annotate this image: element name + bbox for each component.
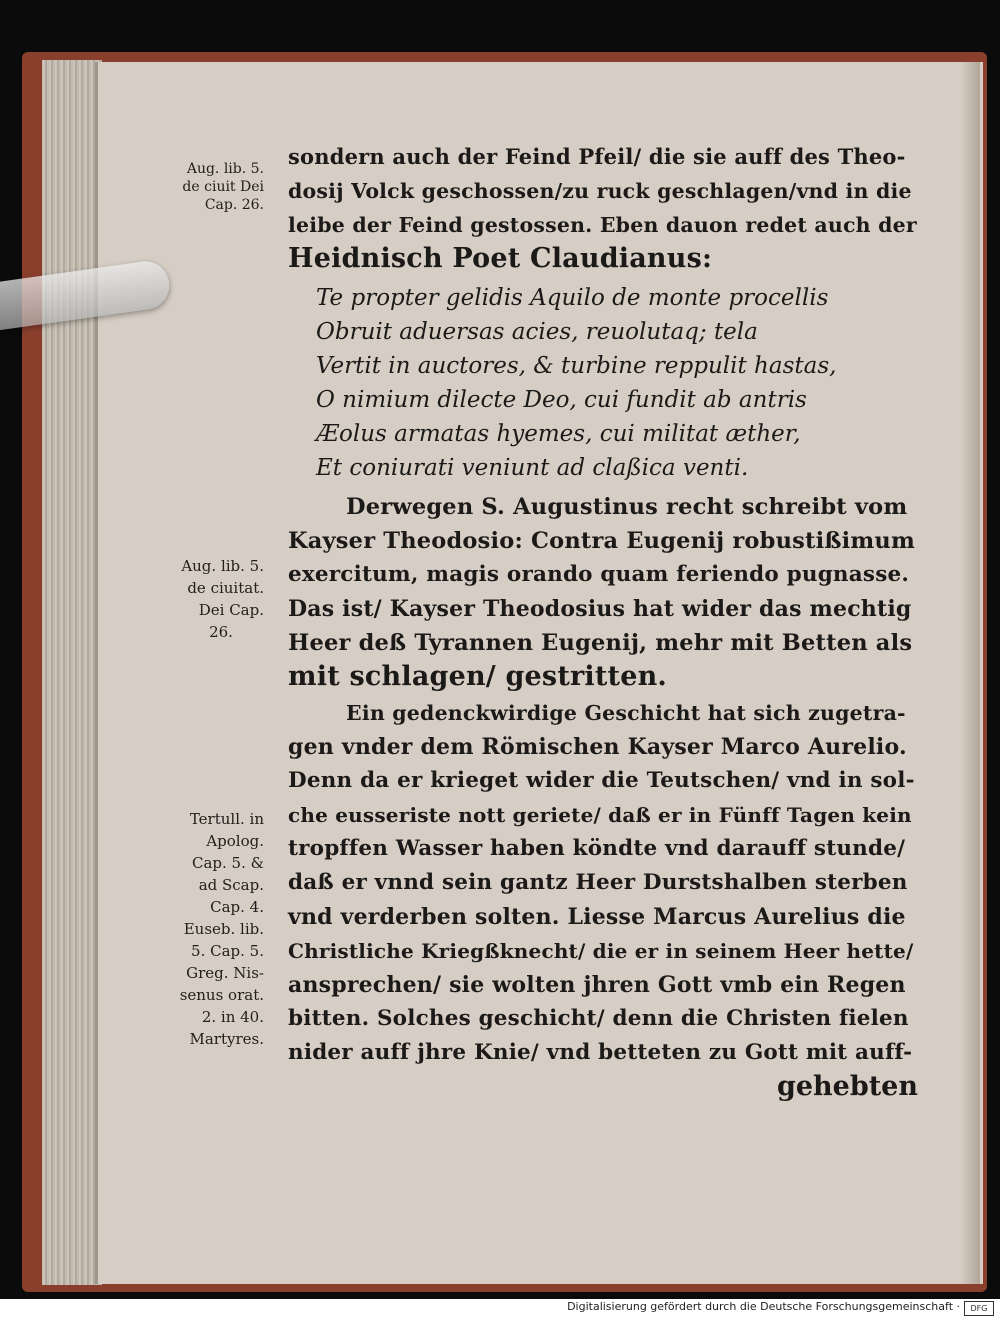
text-line: exercitum, magis orando quam feriendo pugnasse. xyxy=(288,562,910,587)
margin-note-line: de ciuit Dei xyxy=(182,179,264,195)
margin-note-line: de ciuitat. xyxy=(187,579,264,597)
text-line: Denn da er krieget wider die Teutschen/ vnd in sol- xyxy=(288,768,915,793)
text-line: gen vnder dem Römischen Kayser Marco Aurelio. xyxy=(288,734,907,760)
margin-note-line: 2. in 40. xyxy=(201,1008,264,1026)
text-line: che eusseriste nott geriete/ daß er in Fünff Tagen kein xyxy=(288,803,912,827)
verse-line: O nimium dilecte Deo, cui fundit ab antris xyxy=(316,387,807,413)
margin-note-2 xyxy=(178,555,264,643)
text-line: Derwegen S. Augustinus recht schreibt vom xyxy=(346,494,908,520)
margin-note-line: Cap. 26. xyxy=(204,197,264,213)
dfg-logo: DFG xyxy=(964,1301,994,1316)
margin-note-line: Aug. lib. 5. xyxy=(186,161,264,177)
verse-line: Obruit aduersas acies, reuolutaq; tela xyxy=(316,319,758,345)
margin-note-1 xyxy=(178,160,264,214)
margin-note-line: Tertull. in xyxy=(189,810,264,828)
verse-line: Æolus armatas hyemes, cui militat æther, xyxy=(316,421,801,447)
text-line: mit schlagen/ gestritten. xyxy=(288,661,668,692)
text-line: dosij Volck geschossen/zu ruck geschlagen/vnd in die xyxy=(288,179,912,203)
text-line: Heidnisch Poet Claudianus: xyxy=(288,243,713,274)
text-line: Das ist/ Kayser Theodosius hat wider das mechtig xyxy=(288,596,912,622)
margin-note-line: Greg. Nis- xyxy=(186,964,264,982)
page-edges xyxy=(42,60,102,1285)
margin-note-line: Euseb. lib. xyxy=(183,920,264,938)
footer-bar xyxy=(0,1299,1000,1317)
text-line: Kayser Theodosio: Contra Eugenij robustißimum xyxy=(288,528,915,554)
text-line: leibe der Feind gestossen. Eben dauon redet auch der xyxy=(288,213,917,237)
text-line: ansprechen/ sie wolten jhren Gott vmb ein Regen xyxy=(288,972,906,998)
verse-line: Et coniurati veniunt ad claßica venti. xyxy=(316,455,749,481)
text-line: sondern auch der Feind Pfeil/ die sie auff des Theo- xyxy=(288,144,906,169)
text-line: nider auff jhre Knie/ vnd betteten zu Gott mit auff- xyxy=(288,1040,913,1065)
catchword: gehebten xyxy=(776,1071,918,1102)
margin-note-line: senus orat. xyxy=(179,986,264,1004)
verse-line: Vertit in auctores, & turbine reppulit hastas, xyxy=(316,353,837,379)
text-line: Ein gedenckwirdige Geschicht hat sich zugetra- xyxy=(346,701,906,725)
margin-note-line: 26. xyxy=(209,623,233,641)
margin-note-line: Cap. 5. & xyxy=(192,854,264,872)
margin-note-line: Dei Cap. xyxy=(198,601,264,619)
text-line: tropffen Wasser haben köndte vnd darauff stunde/ xyxy=(288,836,906,861)
margin-note-line: Cap. 4. xyxy=(210,898,264,916)
text-line: Heer deß Tyrannen Eugenij, mehr mit Betten als xyxy=(288,630,913,656)
text-line: vnd verderben solten. Liesse Marcus Aurelius die xyxy=(288,904,906,930)
margin-note-line: 5. Cap. 5. xyxy=(191,942,264,960)
text-line: bitten. Solches geschicht/ denn die Christen fielen xyxy=(288,1006,909,1031)
gutter-shadow xyxy=(960,62,980,1284)
margin-note-line: Martyres. xyxy=(189,1030,264,1048)
text-line: Christliche Kriegßknecht/ die er in seinem Heer hette/ xyxy=(288,939,914,963)
text-line: daß er vnnd sein gantz Heer Durstshalben sterben xyxy=(288,870,908,895)
margin-note-line: Aug. lib. 5. xyxy=(181,557,264,575)
margin-note-3 xyxy=(172,808,264,1050)
margin-note-line: Apolog. xyxy=(206,832,264,850)
margin-note-line: ad Scap. xyxy=(198,876,264,894)
funding-note: Digitalisierung gefördert durch die Deutsche Forschungsgemeinschaft · xyxy=(567,1300,960,1313)
verse-line: Te propter gelidis Aquilo de monte procellis xyxy=(316,285,829,311)
